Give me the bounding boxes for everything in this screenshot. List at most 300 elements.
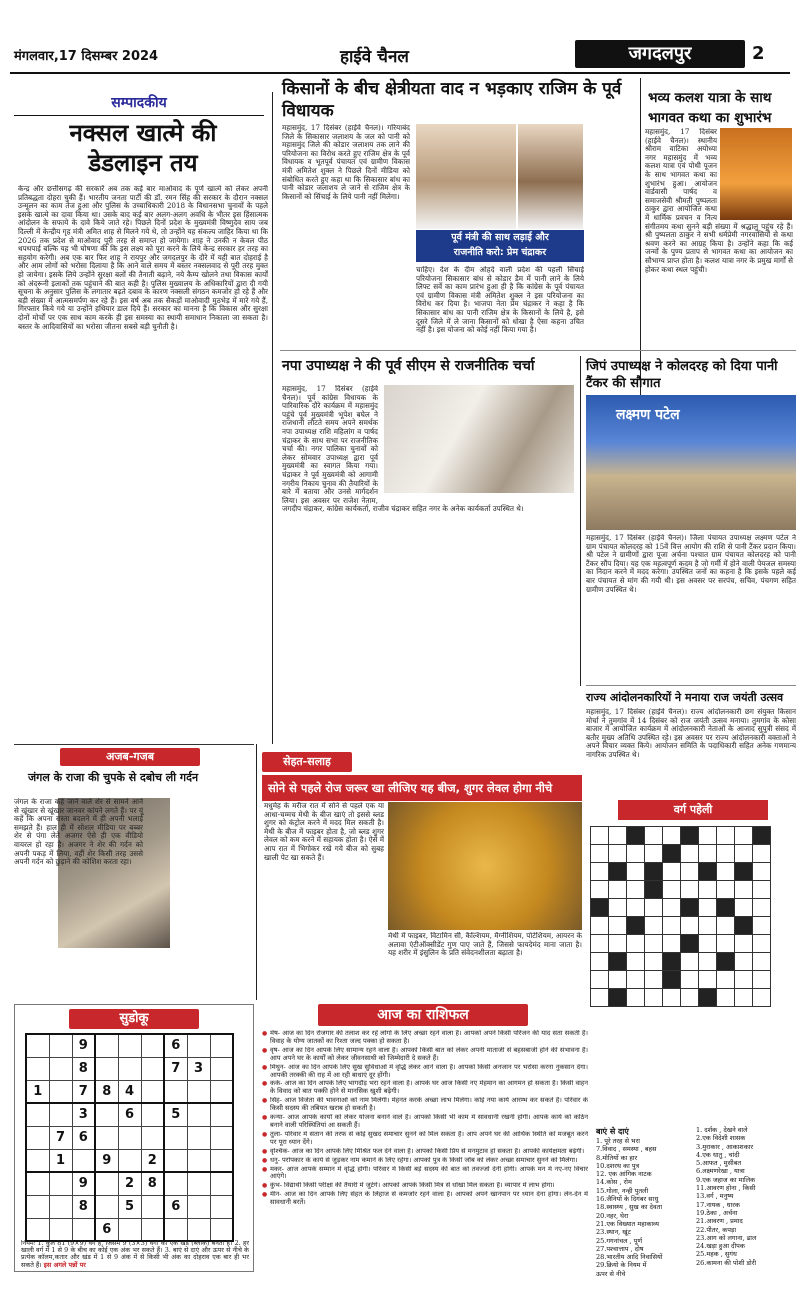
zodiac-icon: ● (262, 1130, 268, 1138)
crossword-cell[interactable] (699, 881, 717, 899)
sudoku-cell[interactable] (95, 1172, 118, 1195)
sudoku-cell[interactable]: 6 (164, 1034, 187, 1057)
sudoku-cell[interactable] (141, 1218, 164, 1241)
crossword-clue: 18.स्वास्थ्य , सुख का देवता (596, 1203, 663, 1212)
crossword-cell[interactable] (753, 917, 771, 935)
crossword-cell (627, 827, 645, 845)
horoscope-text: कुंभ- विद्यार्थी किसी परीक्षा की तैयारी में जुटेंगे। आपको आपके किसी मित्र से धोखा मिल सकता है। व्यापार में लाभ होगा। (270, 1182, 555, 1190)
sudoku-cell[interactable] (49, 1080, 72, 1103)
header-rule (10, 72, 790, 74)
crossword-cell (753, 827, 771, 845)
sudoku-cell[interactable]: 3 (72, 1103, 95, 1126)
sudoku-cell[interactable] (210, 1172, 233, 1195)
sudoku-cell[interactable] (26, 1057, 49, 1080)
crossword-cell[interactable] (699, 917, 717, 935)
crossword-cell[interactable] (645, 899, 663, 917)
crossword-cell[interactable] (591, 971, 609, 989)
politician-photo-2 (518, 124, 583, 229)
crossword-cell[interactable] (663, 917, 681, 935)
sudoku-cell[interactable] (118, 1218, 141, 1241)
story4-title: जिपं उपाध्यक्ष ने कोलदरह को दिया पानी टैंकर की सौगात (586, 359, 778, 391)
crossword-cell[interactable] (591, 827, 609, 845)
crossword-clue: 16.जैनियों के दिगंबर साधु (596, 1195, 659, 1204)
horoscope-text: मीन- आज का दिन आपके लिए सेहत के लिहाज से कमजोर रहने वाला है। आपको अपने खानपान पर ध्यान देना होगा। लेन-देन में सावधानी बरतें। (270, 1191, 588, 1207)
horoscope-text: तुला- परिवार में संतान की तरफ से कोई सुखद समाचार सुनने को मिल सकता है। आप अपने घर की आर्थिक स्थिति को मजबूत करने पर पूरा ध्यान देंगे। (270, 1130, 588, 1146)
crossword-clue: 8.मोतियों का हार (596, 1153, 638, 1162)
horoscope-item (262, 1080, 588, 1096)
horoscope-text: सिंह- आज विजेता की भावनाओं को नाम मिलेगी। मेहनत करके अच्छा लाभ मिलेगा। कोई नया कार्य आरम्भ कर सकते हैं। परिवार के किसी सदस्य की तबियत खराब हो सकती है। (270, 1097, 588, 1113)
editorial-title-line1: नक्सल खात्मे की (69, 119, 217, 147)
zodiac-icon: ● (262, 1156, 268, 1164)
zodiac-icon: ● (262, 1080, 268, 1088)
crossword-cell[interactable] (699, 953, 717, 971)
sudoku-cell[interactable]: 1 (26, 1080, 49, 1103)
tanker-photo (586, 395, 796, 530)
crossword-cell[interactable] (753, 953, 771, 971)
crossword-cell[interactable] (627, 845, 645, 863)
column-rule (272, 92, 273, 744)
crossword-clue: ऊपर से नीचे (596, 1269, 626, 1278)
crossword-cell (699, 863, 717, 881)
crossword-cell[interactable] (609, 917, 627, 935)
sehat-title: सोने से पहले रोज जरूर खा लीजिए यह बीज, शुगर लेवल होगा नीचे (262, 775, 582, 801)
sudoku-cta: इस अगले पन्नों पर (43, 1260, 86, 1269)
sudoku-cell[interactable] (210, 1103, 233, 1126)
horoscope-text: कर्क- आज का दिन आपके लिए भागदौड़ भरा रहने वाला है। आपके घर आज किसी नए मेहमान का आगमन हो सकता है। किसी वाहन के विवाद को बात पक्की होने से मानसिक खुशी बढ़ेगी। (270, 1080, 588, 1096)
crossword-cell (681, 827, 699, 845)
crossword-cell[interactable] (663, 935, 681, 953)
crossword-cell[interactable] (663, 899, 681, 917)
horoscope-text: वृश्चिक- आज का दिन आपके लिए मिश्रित फल देने वाला है। आपको किसी प्रिय से मनमुटाव हो सकता है। आपकी कार्यक्षमता बढ़ेगी। (270, 1147, 585, 1155)
sudoku-cell[interactable] (164, 1218, 187, 1241)
sudoku-cell[interactable] (118, 1034, 141, 1057)
sudoku-cell[interactable]: 5 (164, 1103, 187, 1126)
crossword-cell[interactable] (681, 917, 699, 935)
horoscope-item (262, 1157, 588, 1165)
crossword-cell[interactable] (753, 935, 771, 953)
crossword-cell[interactable] (699, 899, 717, 917)
horoscope-label: आज का राशिफल (318, 1004, 528, 1026)
crossword-cell[interactable] (735, 827, 753, 845)
crossword-clue: 6.लक्ष्मणरेखा , यात्रा (696, 1167, 745, 1176)
sudoku-cell[interactable] (72, 1218, 95, 1241)
crossword-clue: 15.गोला, नन्ही पुतली (596, 1186, 649, 1195)
sudoku-cell[interactable] (141, 1080, 164, 1103)
crossword-clue: 9.एक जहाज का मालिक (696, 1175, 756, 1184)
sudoku-cell[interactable] (141, 1034, 164, 1057)
crossword-cell[interactable] (681, 971, 699, 989)
sudoku-cell[interactable] (26, 1172, 49, 1195)
crossword-clue: 19.ठेका , अर्चना (696, 1208, 738, 1217)
crossword-cell[interactable] (645, 953, 663, 971)
story2-body-text: महासमुंद, 17 दिसंबर (हाईवे चैनल)। स्थानीय श्रीराम वाटिका अयोध्या नगर महासमुंद में भव्य कलश यात्रा एवं पोथी पूजन के साथ भागवत कथा का शुभारंभ हुआ। आयोजन वार्डवासी पार्षद व समाजसेवी श्रीमती पुष्पलता ठाकुर द्वारा आयोजित कथा में धार्मिक प्रवचन व नित्य संगीतमय कथा सुनने बड़ी संख्या में श्रद्धालु पहुंच रहे हैं। श्री पुष्पलता ठाकुर ने सभी धर्मप्रेमी नगरवासियों से कथा श्रवण करने का आग्रह किया है। उन्होंने कहा कि कई जन्मों के पुण्य प्रताप से भागवत कथा का आयोजन का सौभाग्य प्राप्त होता है। कलश यात्रा नगर के प्रमुख मार्गों से होकर कथा स्थल पहुंची। (645, 128, 793, 274)
horoscope-item (262, 1131, 588, 1147)
sudoku-cell[interactable] (187, 1172, 210, 1195)
story1-body-b: चाहिए। देश के दीम ओहदे वाली प्रदेश की पहली सिंचाई परियोजना सिकासार बांध से कोडार डैम में पानी लाने के लिये लिफ्ट सर्वे का काम प्रारंभ हुआ ही है कि कांग्रेस के पूर्व पंचायत एवं ग्रामीण विकास मंत्री अमितेश शुक्ल ने इस परियोजना का विरोध कर दिया है। भाजपा नेता प्रेम चंद्राकर ने कहा है कि सिकासार बांध का पानी राजिम क्षेत्र के किसानों के लिये है, इसे दूसरे जिले में ले जाना किसानों को धोखा है ऐसा कहना उचित नहीं है। इस योजना को कोई नहीं किया गया है। (416, 266, 584, 335)
crossword-cell[interactable] (717, 881, 735, 899)
ajab-title: जंगल के राजा की चुपके से दबोच ली गर्दन (28, 771, 199, 784)
crossword-cell (609, 863, 627, 881)
sudoku-cell[interactable] (95, 1034, 118, 1057)
crossword-cell[interactable] (681, 953, 699, 971)
crossword-cell[interactable] (645, 989, 663, 1007)
crossword-clue: 29.क्रियो के नियम में (596, 1261, 647, 1270)
sudoku-cell[interactable] (141, 1103, 164, 1126)
story1-caption (416, 230, 584, 262)
crossword-clue: 24.खड़ा हुआ दीपक (696, 1242, 745, 1251)
fenugreek-photo (388, 802, 582, 930)
city-banner: जगदलपुर (575, 40, 745, 68)
crossword-cell (681, 899, 699, 917)
sudoku-cell[interactable]: 6 (164, 1195, 187, 1218)
zodiac-icon: ● (262, 1046, 268, 1054)
divider-3 (586, 685, 796, 686)
horoscope-item (262, 1047, 588, 1063)
sudoku-cell[interactable] (210, 1149, 233, 1172)
horoscope-block (262, 1004, 590, 1272)
horoscope-item (262, 1114, 588, 1130)
crossword-cell[interactable] (735, 881, 753, 899)
crossword-cell[interactable] (591, 935, 609, 953)
crossword-cell[interactable] (717, 845, 735, 863)
crossword-cell[interactable] (699, 935, 717, 953)
crossword-cell[interactable] (681, 863, 699, 881)
crossword-cell (699, 989, 717, 1007)
sudoku-cell[interactable] (210, 1057, 233, 1080)
horoscope-text: धनु- परोपकार के कार्य से जुड़कर नाम कमाने के लिए रहेगा। आपको पुत्र के किसी जॉब को लेकर अच्छा समाचार सुनने को मिलेगा। (270, 1156, 578, 1164)
zodiac-icon: ● (262, 1063, 268, 1071)
crossword-cell[interactable] (753, 899, 771, 917)
sudoku-rules (21, 1240, 249, 1270)
zodiac-icon: ● (262, 1097, 268, 1105)
editorial (14, 92, 264, 116)
crossword-cell[interactable] (735, 845, 753, 863)
sudoku-cell[interactable]: 7 (49, 1126, 72, 1149)
crossword-cell[interactable] (627, 881, 645, 899)
crossword-clue: 5.आफत , मुसीबत (696, 1159, 742, 1168)
crossword-cell[interactable] (609, 935, 627, 953)
column-rule-3 (580, 356, 581, 686)
crossword-cell[interactable] (699, 827, 717, 845)
sudoku-cell[interactable]: 9 (95, 1149, 118, 1172)
sudoku-cell[interactable] (95, 1195, 118, 1218)
editorial-title (18, 118, 268, 178)
crossword-clue: 7.विवाद , समस्या , बहस (596, 1145, 657, 1154)
crossword-cell (717, 899, 735, 917)
crossword-cell (627, 917, 645, 935)
crossword-cell[interactable] (591, 845, 609, 863)
story4-body: महासमुंद, 17 दिसंबर (हाईवे चैनल)। जिला पंचायत उपाध्यक्ष लक्ष्मण पटेल ने ग्राम पंचायत कोलदरह को 15वें वित्त आयोग की राशि से पानी टैंकर प्रदान किया। श्री पटेल ने ग्रामीणों द्वारा पूजा अर्चना पश्चात ग्राम पंचायत कोलदरह को पानी टैंकर सौंप दिया। यह एक महत्वपूर्ण कदम है जो गर्मी में होने वाली पेयजल समस्या का निदान करने में मदद करेगा। उपस्थित जनों का कहना है कि इसके पहले कई बार पंचायत से मांग की गयी थी। इस अवसर पर सरपंच, सचिव, पंचगण सहित ग्रामीण उपस्थित थे। (586, 534, 796, 594)
sudoku-cell[interactable] (141, 1126, 164, 1149)
crossword-cell[interactable] (591, 953, 609, 971)
crossword-cell[interactable] (645, 827, 663, 845)
crossword-cell[interactable] (663, 863, 681, 881)
horoscope-item (262, 1148, 588, 1156)
story3-body-text: महासमुंद, 17 दिसंबर (हाईवे चैनल)। पूर्व कांग्रेस विधायक के पारिवारिक दौरे कार्यक्रम में महासमुंद पहुंचे पूर्व मुख्यमंत्री भूपेश बघेल ने राजधानी लौटते समय अपने समर्थक नपा उपाध्यक्ष राशि महिलांग व पार्षद चंद्राकर के साथ सभा पर राजनीतिक चर्चा की। नगर पालिका चुनावों को लेकर सोमवार उपाध्यक्ष द्वारा पूर्व मुख्यमंत्री का स्वागत किया गया। चंद्राकर ने पूर्व मुख्यमंत्री को आगामी नगरीय निकाय चुनाव की तैयारियों के बारे में बताया और उनसे मार्गदर्शन लिया। इस अवसर पर राजेश नेताम, जगदीप चंद्राकर, कांग्रेस कार्यकर्ता, राजीव चंद्राकर सहित नगर के अनेक कार्यकर्ता उपस्थित थे। (282, 385, 524, 514)
sudoku-cell[interactable] (141, 1057, 164, 1080)
crossword-cell[interactable] (609, 845, 627, 863)
editorial-label: सम्पादकीय (111, 95, 167, 111)
crossword-cell (645, 881, 663, 899)
sudoku-cell[interactable]: 1 (49, 1149, 72, 1172)
crossword-cell[interactable] (717, 935, 735, 953)
crossword-cell[interactable] (627, 971, 645, 989)
sudoku-cell[interactable]: 9 (72, 1172, 95, 1195)
horoscope-text: मिथुन- आज का दिन आपके लिए सुख सुविधाओं में वृद्धि लेकर आने वाला है। आपको किसी अनजान पर भरोसा करना नुकसान देगा। आपकी तरक्की की राह में आ रही बाधाएं दूर होंगी। (270, 1063, 588, 1079)
crossword-cell[interactable] (699, 845, 717, 863)
sudoku-cell[interactable]: 7 (164, 1057, 187, 1080)
column-rule-4 (256, 744, 257, 1000)
crossword-grid[interactable] (590, 826, 771, 1007)
crossword-clue: 3.मुराकार , आकाशकार (696, 1142, 754, 1151)
issue-date: मंगलवार,17 दिसम्बर 2024 (14, 49, 159, 64)
sudoku-cell[interactable] (49, 1172, 72, 1195)
crossword-clue: 13.वर्ग , मनुष्य (696, 1192, 734, 1201)
sudoku-cell[interactable] (210, 1195, 233, 1218)
crossword-cell[interactable] (717, 863, 735, 881)
sudoku-cell[interactable] (164, 1149, 187, 1172)
crossword-clue: 4.एक धातु , चांदी (696, 1150, 740, 1159)
horoscope-text: वृष- आज का दिन आपके लिए सामान्य रहने वाला है। आपको किसी बात को लेकर अपनी माताजी से बहसबाजी होने की संभावना है। आप अपने घर के कार्यों को लेकर जीवनसाथी को जिम्मेदारी दे सकते हैं। (270, 1046, 588, 1062)
sudoku-cell[interactable] (72, 1149, 95, 1172)
story5-body: महासमुंद, 17 दिसंबर (हाईवे चैनल)। राज्य आंदोलनकारी छग संयुक्त किसान मोर्चा ने तुमगांव में 14 दिसंबर को राज जयंती उत्सव मनाया। तुमगांव के कोसा बाजार में आयोजित कार्यक्रम में आंदोलनकारी नेताओं के आजाद सुपुत्री संसद में बतौर मुख्य अतिथि उपस्थित रहे। इस अवसर पर राज्य आंदोलनकारी वक्ताओं ने अपने विचार व्यक्त किये। आयोजन समिति के पदाधिकारी सहित अनेक गणमान्य नागरिक उपस्थित थे। (586, 708, 796, 759)
sudoku-cell[interactable] (26, 1126, 49, 1149)
sudoku-cell[interactable] (26, 1034, 49, 1057)
crossword-cell[interactable] (735, 935, 753, 953)
sudoku-cell[interactable] (49, 1057, 72, 1080)
zodiac-icon: ● (262, 1147, 268, 1155)
crossword-cell[interactable] (699, 971, 717, 989)
horoscope-text: कन्या- आज आपके कार्यों को लेकर योजना बनाने वाले है। आपको किसी भी काम में सावधानी रखनी होगी। आपके कार्य को कठिन बनाने वाली परिस्थितियां आ सकती हैं। (270, 1114, 588, 1129)
crossword-cell[interactable] (609, 827, 627, 845)
crossword-label: वर्ग पहेली (618, 800, 768, 820)
sudoku-cell[interactable]: 4 (118, 1080, 141, 1103)
crossword-clue: 1. दर्शक , देखने वाले (696, 1126, 748, 1134)
zodiac-icon: ● (262, 1182, 268, 1190)
zodiac-icon: ● (262, 1030, 268, 1037)
crossword-clue: 25.गगनांचल , पूर्ण (596, 1236, 643, 1245)
sudoku-cell[interactable] (118, 1149, 141, 1172)
crossword-cell[interactable] (591, 881, 609, 899)
horoscope-item (262, 1030, 588, 1046)
crossword-cell[interactable] (627, 863, 645, 881)
sudoku-cell[interactable]: 3 (187, 1057, 210, 1080)
sudoku-cell[interactable] (187, 1149, 210, 1172)
crossword-cell[interactable] (663, 881, 681, 899)
sudoku-cell[interactable]: 6 (72, 1126, 95, 1149)
sudoku-cell[interactable] (187, 1195, 210, 1218)
crossword-cell[interactable] (717, 971, 735, 989)
crossword-cell[interactable] (753, 863, 771, 881)
sudoku-cell[interactable] (49, 1103, 72, 1126)
crossword-clue: 23.स्थान, खूंट (596, 1228, 631, 1237)
horoscope-item (262, 1182, 588, 1190)
crossword-cell[interactable] (645, 845, 663, 863)
crossword-cell (609, 989, 627, 1007)
crossword-cell (717, 953, 735, 971)
crossword-cell[interactable] (627, 953, 645, 971)
sudoku-cell[interactable]: 5 (118, 1195, 141, 1218)
crossword-cell[interactable] (645, 971, 663, 989)
divider (280, 350, 630, 351)
sudoku-cell[interactable] (164, 1080, 187, 1103)
story1-caption-2: राजनीति करो: प्रेम चंद्राकर (453, 247, 547, 258)
crossword-clues-right (696, 1126, 796, 1274)
crossword-cell[interactable] (735, 989, 753, 1007)
editorial-body: केन्द्र और छत्तीसगढ़ की सरकारें अब तक कई बार माओवाद के पूर्ण खात्मे को लेकर अपनी प्रतिबद्धता दोहरा चुकी हैं। भारतीय जनता पार्टी की डॉ. रमन सिंह की सरकार के दौरान नक्सल उन्मूलन का काम तेज हुआ और पुलिस के उच्चाधिकारी 2018 के विधानसभा चुनावों के पहले इसके खात्मे का दावा किया था। उसके बाद कई बार अलग-अलग अवधि के भीतर इस हिंसात्मक आंदोलन के सफाये के दावे किये जाते रहे। पिछले दिनों प्रदेश के मुख्यमंत्री विष्णुदेव साय जब दिल्ली में केन्द्रीय गृह मंत्री अमित शाह से मिलने गये थे, तो उन्होंने यह संकल्प जाहिर किया था कि 2026 तक प्रदेश से माओवाद पूरी तरह से समाप्त हो जायेगा। शाह ने उनकी न केवल पीठ थपथपाई बल्कि यह भी घोषणा की कि इस लक्ष्य को पूरा करने के लिये केन्द्र सरकार हर तरह का सहयोग करेगी। अब एक बार फिर शाह ने रायपुर और जगदलपुर के दौरे में यही बात दोहराई है और आम लोगों को भरोसा दिलाया है कि आने वाले समय में बस्तर नक्सलवाद से पूरी तरह मुक्त हो जायेगा। इसके लिये उन्होंने सुरक्षा बलों की तैनाती बढ़ाने, नये कैम्प खोलने तथा विकास कार्यों को अंदरूनी इलाकों तक पहुंचाने की बात कही है। पुलिस मुख्यालय के अधिकारियों द्वारा दी गयी सूचना के अनुसार पुलिस के लगातार बढ़ते दबाव के कारण नक्सली संगठन कमजोर हो रहे हैं और बड़ी संख्या में आत्मसमर्पण कर रहे हैं। इस वर्ष अब तक सैकड़ों माओवादी मुठभेड़ में मारे गये हैं, गिरफ्तार किये गये या उन्होंने हथियार डाल दिये हैं। सरकार का मानना है कि विकास और सुरक्षा दोनों मोर्चों पर एक साथ काम करके ही इस समस्या का स्थायी समाधान निकाला जा सकता है। बस्तर के आदिवासियों का भरोसा जीतना सबसे बड़ी चुनौती है। (18, 185, 268, 331)
crossword-cell[interactable] (681, 881, 699, 899)
crossword-clue: 27.पश्चात्ताप , दोष (596, 1244, 644, 1253)
crossword-clue: 2.एक विदेशी शासक (696, 1134, 746, 1143)
horoscope-item (262, 1166, 588, 1182)
story5-title: राज्य आंदोलनकारियों ने मनाया राज जयंती उत्सव (586, 691, 784, 704)
sudoku-cell[interactable]: 8 (72, 1057, 95, 1080)
sudoku-cell[interactable] (49, 1218, 72, 1241)
story2-title-2: भागवत कथा का शुभारंभ (648, 110, 772, 126)
sudoku-cell[interactable] (49, 1034, 72, 1057)
sudoku-cell[interactable]: 6 (118, 1103, 141, 1126)
crossword-clue: 17.नायक , धारक (696, 1200, 740, 1209)
sudoku-cell[interactable] (95, 1103, 118, 1126)
sudoku-cell[interactable] (26, 1195, 49, 1218)
crossword-clue: 14.कोस , रोम (596, 1178, 632, 1187)
crossword-cell[interactable] (591, 917, 609, 935)
crossword-cell[interactable] (591, 863, 609, 881)
sudoku-cell[interactable]: 8 (141, 1172, 164, 1195)
crossword-cell[interactable] (627, 899, 645, 917)
horoscope-text: मेष- आज का दिन रोजगार की तलाश कर रहे लोगों के लिए अच्छा रहने वाला है। आपको अपने किसी परिजन की याद सता सकती है। विवाह के योग्य जातकों का रिश्ता जल्द पक्का हो सकता है। (270, 1030, 588, 1045)
crossword-cell (663, 971, 681, 989)
horoscope-item (262, 1064, 588, 1080)
sudoku-cell[interactable] (187, 1218, 210, 1241)
sehat-label: सेहत-सलाह (262, 752, 352, 772)
ajab-body-text: जंगल के राजा कहे जाने वाले शेर से सामने आने से खूंखार से खूंखार जानवर कांपने लगते हैं। पर यूं कहें कि अपना रास्ता बदलने में ही अपनी भलाई समझते हैं। हाल ही में सोशल मीडिया पर बब्बर शेर से पंगा लेते अजगर ऐसे ही एक वीडियो वायरल हो रहा है। अजगर ने शेर की गर्दन को अपनी पकड़ में लिया, वहीं शेर किसी तरह उससे अपनी गर्दन को छुड़ाने की कोशिश करता रहा। (14, 798, 143, 867)
story1-title: किसानों के बीच क्षेत्रीयता वाद न भड़काए राजिम के पूर्व विधायक (282, 79, 622, 121)
sudoku-cell[interactable]: 2 (118, 1172, 141, 1195)
crossword-cell[interactable] (735, 899, 753, 917)
crossword-clue: 23.आग को लगाना, ढाल (696, 1233, 757, 1242)
sudoku-cell[interactable] (95, 1057, 118, 1080)
crossword-cell[interactable] (681, 989, 699, 1007)
sudoku-cell[interactable]: 7 (72, 1080, 95, 1103)
crossword-cell[interactable] (627, 989, 645, 1007)
crossword-clue: 25.महक , सुगंध (696, 1250, 737, 1259)
crossword-clue: 21.आवरण , प्रमाद (696, 1217, 743, 1226)
horoscope-text: मकर- आज आपके सम्मान में वृद्धि होगी। परिवार में किसी बड़े सदस्य की बात को तवज्जो देनी होगी। आपके मन में नए-नए विचार आएंगे। (270, 1165, 588, 1181)
crossword-cell[interactable] (645, 935, 663, 953)
ajab-label: अजब-गजब (60, 748, 200, 766)
paper-name: हाईवे चैनल (340, 47, 409, 67)
editorial-title-line2: डेडलाइन तय (88, 149, 198, 177)
crossword-cell (735, 917, 753, 935)
sudoku-cell[interactable]: 8 (72, 1195, 95, 1218)
crossword-clue: 22.पीतर, कपड़ा (696, 1225, 737, 1234)
crossword-clue: 21.एक विख्यात महाकाव्य (596, 1219, 660, 1228)
sudoku-grid[interactable] (25, 1033, 234, 1242)
sudoku-cell[interactable] (95, 1126, 118, 1149)
clues-left-heading: बाएं से दाएं (596, 1127, 629, 1136)
zodiac-icon: ● (262, 1191, 268, 1199)
sudoku-cell[interactable]: 9 (72, 1034, 95, 1057)
sudoku-block (14, 1004, 254, 1272)
crossword-cell[interactable] (735, 953, 753, 971)
crossword-clues-left (596, 1126, 694, 1278)
crossword-cell[interactable] (735, 971, 753, 989)
story3-body (282, 385, 574, 685)
sudoku-cell[interactable] (187, 1080, 210, 1103)
crossword-clue: 26.कामना की पोशी डोरी (696, 1258, 757, 1267)
sudoku-cell[interactable] (187, 1034, 210, 1057)
crossword-cell[interactable] (717, 989, 735, 1007)
sudoku-cell[interactable] (210, 1034, 233, 1057)
crossword-cell[interactable] (627, 935, 645, 953)
horoscope-item (262, 1191, 588, 1207)
crossword-cell (663, 845, 681, 863)
page-header (0, 40, 800, 70)
crossword-clue: 10.दशरथ का पुत्र (596, 1161, 640, 1170)
crossword-cell[interactable] (753, 971, 771, 989)
crossword-cell[interactable] (609, 971, 627, 989)
sudoku-cell[interactable] (164, 1172, 187, 1195)
sudoku-cell[interactable] (118, 1057, 141, 1080)
sudoku-cell[interactable] (26, 1103, 49, 1126)
sudoku-cell[interactable] (210, 1218, 233, 1241)
crossword-clue: 28.भारतीय आदि निवासियों (596, 1253, 663, 1262)
sudoku-cell[interactable]: 8 (95, 1080, 118, 1103)
sudoku-cell[interactable]: 2 (141, 1149, 164, 1172)
crossword-cell[interactable] (645, 917, 663, 935)
crossword-cell[interactable] (717, 827, 735, 845)
sehat-body-b: मेथी में फाइबर, विटामिन सी, कैल्शियम, मैग्नीशियम, पोटेशियम, आयरन के अलावा एंटीऑक्सीडेंट गुण पाए जाते हैं, जिससे फायदेमंद माना जाता है। यह शरीर में इंसुलिन के प्रति संवेदनशीलता बढ़ाता है। (388, 932, 582, 958)
sudoku-cell[interactable] (26, 1149, 49, 1172)
sudoku-cell[interactable]: 6 (95, 1218, 118, 1241)
crossword-cell (645, 863, 663, 881)
crossword-cell[interactable] (663, 827, 681, 845)
sudoku-cell[interactable] (187, 1126, 210, 1149)
zodiac-icon: ● (262, 1165, 268, 1173)
crossword-cell[interactable] (681, 845, 699, 863)
crossword-cell[interactable] (591, 989, 609, 1007)
sudoku-cell[interactable] (141, 1195, 164, 1218)
sehat-body-a: मधुमेह के मरीज रात में सोने से पहले एक या आधा-चम्मच मेथी के बीज खाएं तो इससे ब्लड शुगर को कंट्रोल करने में मदद मिल सकती है। मेथी के बीज में फाइबर होता है, जो ब्लड शुगर लेवल को कम करने में सहायक होता है। ऐसे में आप रात में भिगोकर रखे गये बीज को सुबह खाली पेट खा सकते हैं। (264, 802, 384, 862)
crossword-cell (735, 863, 753, 881)
ajab-body (14, 798, 259, 997)
crossword-cell[interactable] (753, 989, 771, 1007)
crossword-cell[interactable] (753, 845, 771, 863)
sudoku-cell[interactable] (49, 1195, 72, 1218)
crossword-cell (681, 935, 699, 953)
politician-photo-1 (416, 124, 516, 229)
crossword-cell[interactable] (753, 881, 771, 899)
crossword-clue: 20.नहर, घेरा (596, 1211, 629, 1220)
crossword-cell (591, 899, 609, 917)
crossword-cell[interactable] (609, 881, 627, 899)
sudoku-cell[interactable] (118, 1126, 141, 1149)
sudoku-cell[interactable] (210, 1080, 233, 1103)
sudoku-label: सुडोकू (69, 1009, 199, 1029)
crossword-cell[interactable] (663, 989, 681, 1007)
sudoku-cell[interactable] (187, 1103, 210, 1126)
crossword-clue: 12. एक आंगिक नाटक (596, 1170, 652, 1179)
crossword-cell[interactable] (609, 899, 627, 917)
sudoku-cell[interactable] (164, 1126, 187, 1149)
sudoku-cell[interactable] (26, 1218, 49, 1241)
page-number: 2 (752, 43, 765, 64)
ajab-block (14, 792, 259, 997)
story1-caption-1: पूर्व मंत्री की साथ लड़ाई और (451, 232, 549, 243)
crossword-cell[interactable] (717, 917, 735, 935)
sudoku-cell[interactable] (210, 1126, 233, 1149)
